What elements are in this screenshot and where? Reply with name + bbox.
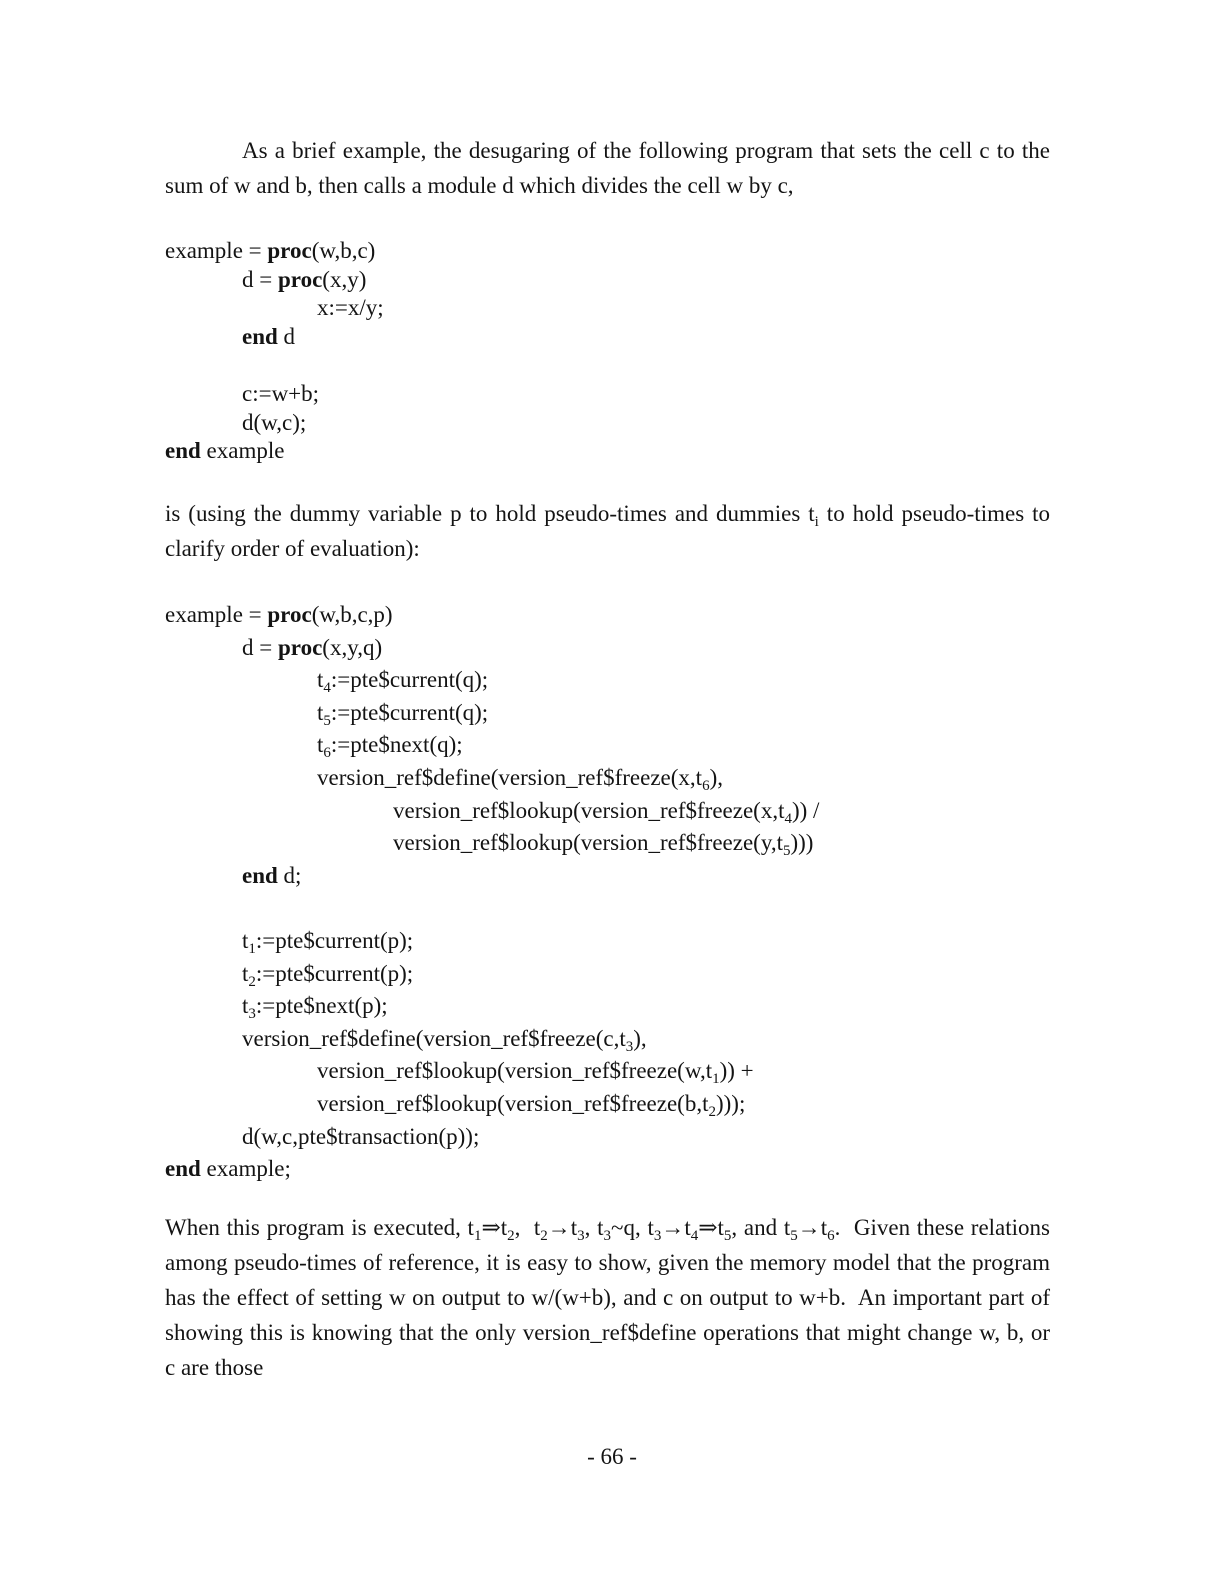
code-line: $t_1:=pte\$current(p)$; (242, 928, 414, 957)
code-line: $t_6:=pte\$next(q)$; (317, 732, 463, 762)
code-line: $t_2:=pte\$current(p)$; (242, 960, 414, 990)
page-number: - 66 - (587, 1444, 637, 1469)
code-line: d = proc(x,y,q) (242, 634, 383, 660)
analysis-paragraph: When this program is executed, $t_1\Rightarrow t_2$, $t_2\to t_3$, $t_3\sim q$, $t_3\to t_4\Rightarrow t_5$, and $t_5\to t_6$. Given these relations among pseudo-times of reference, it is easy to show, given the memory model that the program has the effect of setting w on output to w/(w+b), and c on output to w+b. An important part of showing this is knowing that the only version_ref$define operations that might change w, b, or c are those (165, 1215, 1051, 1380)
code-line: d(w,c,pte$transaction(p)); (242, 1123, 480, 1149)
code-line: $t_5:=pte\$current(q)$; (317, 699, 489, 729)
code-line: d(w,c); (242, 409, 307, 435)
code-line: $version\_ref\$lookup(version\_ref\$freeze(x,t_4))$ / (393, 797, 820, 827)
code-line: example = proc(w,b,c) (165, 238, 376, 263)
code-line: $version\_ref\$define(version\_ref\$freeze(x,t_6)$, (317, 765, 723, 794)
code-line: d = proc(x,y) (242, 266, 367, 292)
code-line: end d (242, 323, 296, 349)
desugaring-paragraph: is (using the dummy variable p to hold pseudo-times and dummies $t_i$ to hold pseudo-times to clarify order of evaluation): (165, 501, 1050, 561)
intro-paragraph: As a brief example, the desugaring of the following program that sets the cell c to the sum of w and b, then calls a module d which divides the cell w by c, (165, 138, 1050, 198)
code-line: end example (165, 438, 285, 464)
code-line: $t_3:=pte\$next(p)$; (242, 993, 388, 1023)
code-line: x:=x/y; (317, 295, 384, 321)
code-line: $version\_ref\$lookup(version\_ref\$freeze(y,t_5))$) (393, 830, 814, 860)
code-line: $version\_ref\$lookup(version\_ref\$freeze(w,t_1))$ + (317, 1058, 754, 1088)
code-line: $version\_ref\$define(version\_ref\$freeze(c,t_3)$, (242, 1025, 647, 1055)
code-line: c:=w+b; (242, 381, 320, 406)
code-line: end example; (165, 1156, 291, 1182)
code-line: $version\_ref\$lookup(version\_ref\$freeze(b,t_2))$); (317, 1091, 746, 1120)
code-line: end d; (242, 862, 302, 888)
code-line: example = proc(w,b,c,p) (165, 602, 393, 627)
code-line: $t_4:=pte\$current(q)$; (317, 667, 489, 697)
